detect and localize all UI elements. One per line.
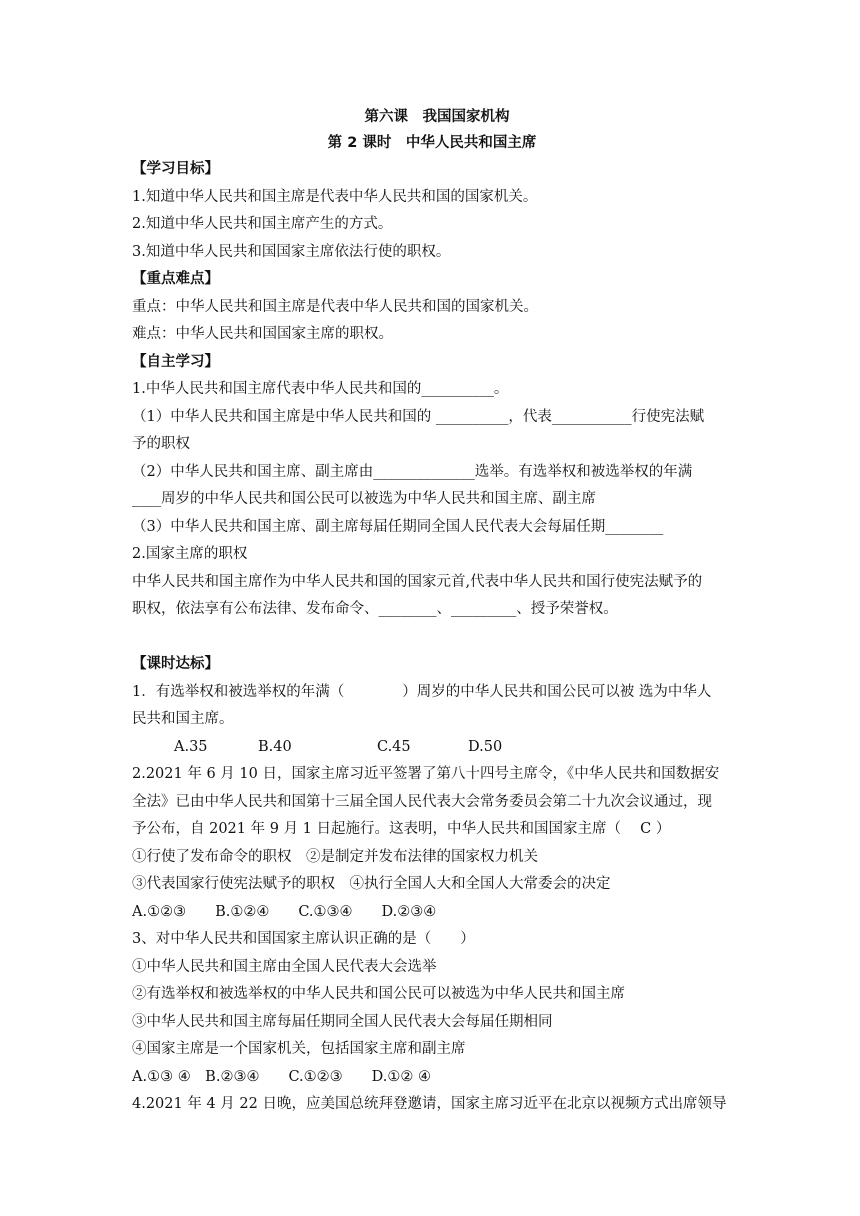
goal-item: 2.知道中华人民共和国主席产生的方式。 — [132, 216, 393, 232]
self-study-question: （3）中华人民共和国主席、副主席每届任期同全国人民代表大会每届任期________ — [132, 518, 664, 535]
practice-question: 1．有选举权和被选举权的年满（ ）周岁的中华人民共和国公民可以被 选为中华人 — [132, 683, 712, 700]
practice-option-statement: ①行使了发布命令的职权 ②是制定并发布法律的国家权力机关 — [132, 848, 538, 865]
self-study-question: 2.国家主席的职权 — [132, 546, 248, 562]
goal-item: 3.知道中华人民共和国国家主席依法行使的职权。 — [132, 243, 451, 260]
section-heading-key: 【重点难点】 — [132, 271, 219, 287]
practice-option-statement: ③代表国家行使宪法赋予的职权 ④执行全国人大和全国人大常委会的决定 — [132, 876, 611, 892]
option-c: C.45 — [377, 738, 411, 755]
practice-question: 4.2021 年 4 月 22 日晚，应美国总统拜登邀请，国家主席习近平在北京以视频方式出席领导 — [132, 1096, 727, 1112]
spacer — [132, 624, 732, 652]
self-study-question: 予的职权 — [132, 436, 190, 452]
option-d: D.50 — [468, 738, 503, 755]
difficult-point: 难点：中华人民共和国国家主席的职权。 — [132, 326, 393, 342]
lesson-subtitle: 第 2 课时 中华人民共和国主席 — [327, 135, 537, 151]
lesson-title: 第六课 我国国家机构 — [364, 109, 510, 125]
answer-options — [132, 734, 732, 762]
section-heading-self-study: 【自主学习】 — [132, 353, 219, 370]
goal-item: 1.知道中华人民共和国主席是代表中华人民共和国的国家机关。 — [132, 188, 538, 205]
self-study-question: 中华人民共和国主席作为中华人民共和国的国家元首,代表中华人民共和国行使宪法赋予的 — [132, 573, 703, 590]
practice-option-statement: ④国家主席是一个国家机关，包括国家主席和副主席 — [132, 1041, 466, 1057]
practice-question: 民共和国主席。 — [132, 711, 234, 727]
practice-question: 2.2021 年 6 月 10 日，国家主席习近平签署了第八十四号主席令，《中华人民共和国数据安 — [132, 766, 720, 782]
section-heading-practice: 【课时达标】 — [132, 656, 219, 672]
practice-question: 予公布，自 2021 年 9 月 1 日起施行。这表明，中华人民共和国国家主席（ C ） — [132, 821, 671, 837]
answer-options: A.①②③ B.①②④ C.①③④ D.②③④ — [132, 903, 437, 920]
document-content — [132, 104, 732, 1119]
practice-option-statement: ②有选举权和被选举权的中华人民共和国公民可以被选为中华人民共和国主席 — [132, 986, 625, 1002]
self-study-question: 职权，依法享有公布法律、发布命令、________、_________、授予荣誉权。 — [132, 601, 618, 617]
self-study-question: 1.中华人民共和国主席代表中华人民共和国的__________。 — [132, 381, 509, 397]
practice-option-statement: ③中华人民共和国主席每届任期同全国人民代表大会每届任期相同 — [132, 1013, 553, 1030]
option-a: A.35 — [174, 738, 208, 755]
option-b: B.40 — [258, 738, 292, 755]
practice-question: 全法》已由中华人民共和国第十三届全国人民代表大会常务委员会第二十九次会议通过，现 — [132, 793, 712, 810]
self-study-question: （1）中华人民共和国主席是中华人民共和国的 __________，代表___________行使宪法赋 — [132, 408, 705, 425]
self-study-question: ____周岁的中华人民共和国公民可以被选为中华人民共和国主席、副主席 — [132, 491, 596, 507]
practice-question: 3、对中华人民共和国国家主席认识正确的是（ ） — [132, 931, 475, 947]
section-heading-goals: 【学习目标】 — [132, 161, 219, 177]
key-point: 重点：中华人民共和国主席是代表中华人民共和国的国家机关。 — [132, 298, 538, 315]
answer-options: A.①③ ④ B.②③④ C.①②③ D.①② ④ — [132, 1068, 431, 1085]
practice-option-statement: ①中华人民共和国主席由全国人民代表大会选举 — [132, 958, 437, 975]
self-study-question: （2）中华人民共和国主席、副主席由______________选举。有选举权和被选举权的年满 — [132, 463, 693, 480]
